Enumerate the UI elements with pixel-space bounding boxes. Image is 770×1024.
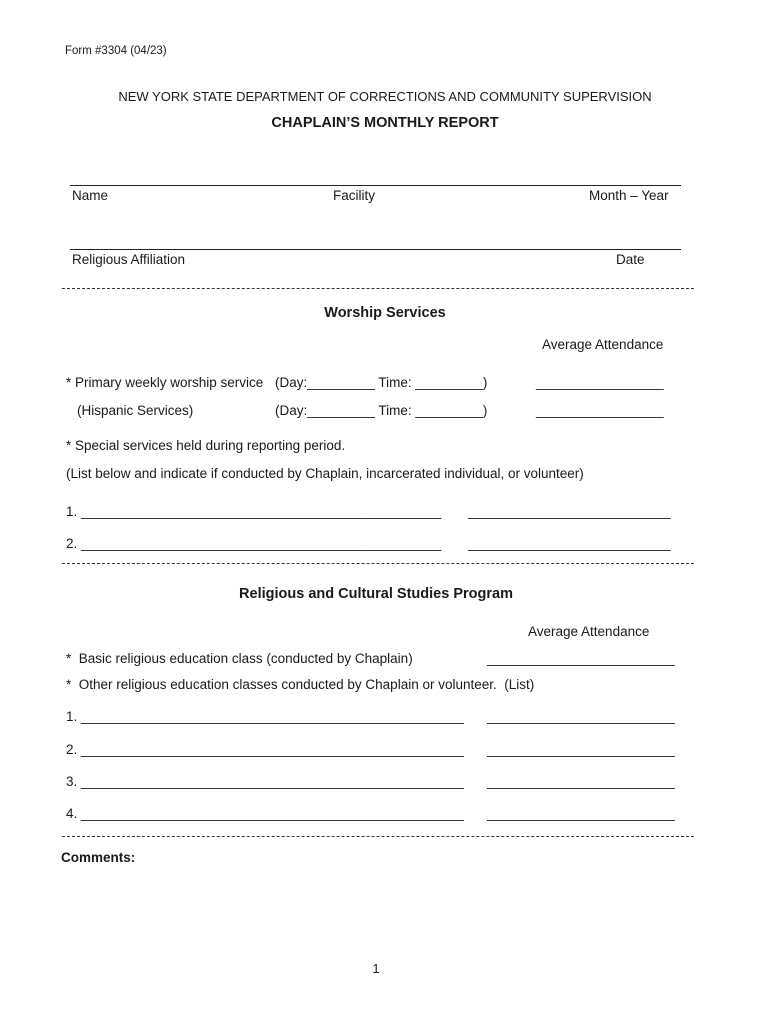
class-attendance-field[interactable]: _________________________ xyxy=(487,774,675,789)
facility-label: Facility xyxy=(333,188,376,203)
primary-service-label: * Primary weekly worship service xyxy=(66,375,264,390)
section-divider xyxy=(62,563,694,564)
class-entry-field[interactable]: 2. ___________________________________________________ xyxy=(66,742,464,757)
section-divider xyxy=(62,836,694,837)
hispanic-service-attendance-field[interactable]: _________________ xyxy=(536,403,664,418)
religious-affiliation-label: Religious Affiliation xyxy=(72,252,186,267)
special-service-entry-field[interactable]: 2. ________________________________________________ xyxy=(66,536,442,551)
agency-name: NEW YORK STATE DEPARTMENT OF CORRECTIONS AND COMMUNITY SUPERVISION xyxy=(118,89,652,104)
special-services-note: (List below and indicate if conducted by Chaplain, incarcerated individual, or volunteer) xyxy=(66,466,584,481)
special-service-entry-field[interactable]: 1. ________________________________________________ xyxy=(66,504,442,519)
worship-services-heading: Worship Services xyxy=(324,305,446,321)
other-classes-label: * Other religious education classes conducted by Chaplain or volunteer. (List) xyxy=(66,677,535,692)
primary-service-day-time-field[interactable]: (Day:_________ Time: _________) xyxy=(275,375,488,390)
worship-avg-attendance-label: Average Attendance xyxy=(542,337,664,352)
name-facility-month-line[interactable] xyxy=(70,185,681,186)
class-attendance-field[interactable]: _________________________ xyxy=(487,806,675,821)
special-services-label: * Special services held during reporting period. xyxy=(66,438,346,453)
hispanic-service-day-time-field[interactable]: (Day:_________ Time: _________) xyxy=(275,403,488,418)
primary-service-attendance-field[interactable]: _________________ xyxy=(536,375,664,390)
class-attendance-field[interactable]: _________________________ xyxy=(487,742,675,757)
section-divider xyxy=(62,288,694,289)
class-attendance-field[interactable]: _________________________ xyxy=(487,709,675,724)
special-service-attendance-field[interactable]: ___________________________ xyxy=(468,536,671,551)
affiliation-date-line[interactable] xyxy=(70,249,681,250)
special-service-attendance-field[interactable]: ___________________________ xyxy=(468,504,671,519)
studies-program-heading: Religious and Cultural Studies Program xyxy=(239,586,513,602)
date-label: Date xyxy=(616,252,645,267)
basic-class-attendance-field[interactable]: _________________________ xyxy=(487,651,675,666)
hispanic-service-label: (Hispanic Services) xyxy=(77,403,194,418)
class-entry-field[interactable]: 1. ___________________________________________________ xyxy=(66,709,464,724)
form-number: Form #3304 (04/23) xyxy=(65,45,167,57)
basic-class-label: * Basic religious education class (conducted by Chaplain) xyxy=(66,651,413,666)
comments-label: Comments: xyxy=(61,850,136,865)
month-year-label: Month – Year xyxy=(589,188,669,203)
studies-avg-attendance-label: Average Attendance xyxy=(528,624,650,639)
page-title: CHAPLAIN’S MONTHLY REPORT xyxy=(271,115,499,131)
name-label: Name xyxy=(72,188,109,203)
class-entry-field[interactable]: 4. ___________________________________________________ xyxy=(66,806,464,821)
page-number: 1 xyxy=(372,961,380,976)
class-entry-field[interactable]: 3. ___________________________________________________ xyxy=(66,774,464,789)
